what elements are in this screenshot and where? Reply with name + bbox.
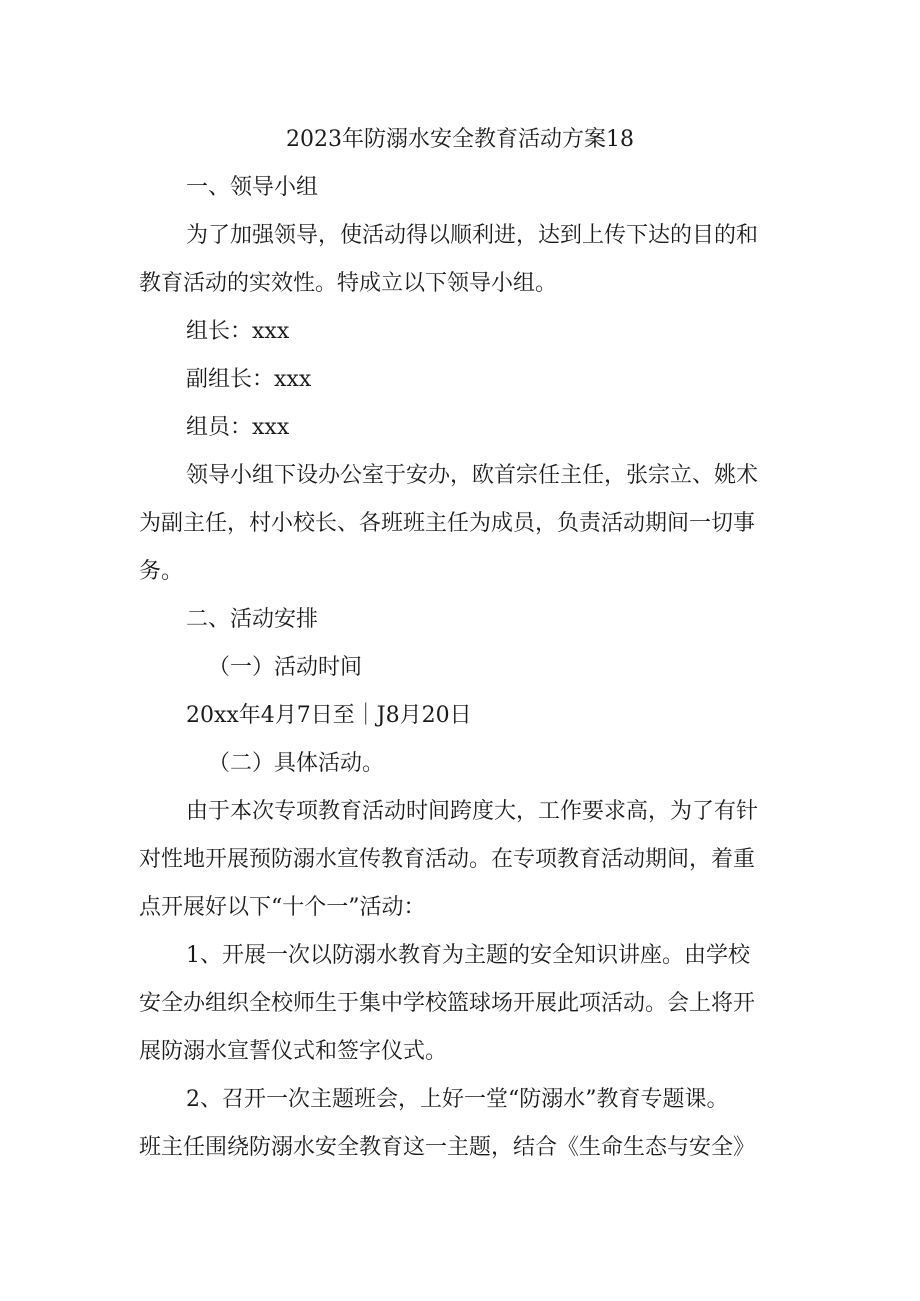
paragraph-line: 对性地开展预防溺水宣传教育活动。在专项教育活动期间，着重 [139, 847, 756, 872]
list-item-line: 2、召开一次主题班会，上好一堂“防溺水”教育专题课。 [186, 1087, 729, 1112]
paragraph-line: 教育活动的实效性。特成立以下领导小组。 [139, 271, 558, 296]
document-title: 2023年防溺水安全教育活动方案18 [286, 127, 634, 152]
activity-date-line: 20xx年4月7日至｜J8月20日 [186, 703, 472, 728]
subsection-heading-activities: （二）具体活动。 [208, 751, 385, 776]
paragraph-line: 安全办组织全校师生于集中学校篮球场开展此项活动。会上将开 [139, 991, 756, 1016]
paragraph-line: 为了加强领导，使活动得以顺利进，达到上传下达的目的和 [186, 223, 759, 248]
member-line: 组员：xxx [186, 415, 290, 440]
paragraph-line: 务。 [139, 559, 184, 584]
paragraph-line: 班主任围绕防溺水安全教育这一主题，结合《生命生态与安全》 [139, 1135, 756, 1160]
paragraph-line: 为副主任，村小校长、各班班主任为成员，负责活动期间一切事 [139, 511, 756, 536]
paragraph-line: 由于本次专项教育活动时间跨度大，工作要求高，为了有针 [186, 799, 759, 824]
paragraph-line: 点开展好以下“十个一”活动： [139, 895, 426, 920]
leader-line: 组长：xxx [186, 319, 290, 344]
section-heading-leadership: 一、领导小组 [186, 175, 319, 200]
subsection-heading-time: （一）活动时间 [208, 655, 363, 680]
paragraph-line: 领导小组下设办公室于安办，欧首宗任主任，张宗立、姚术 [186, 463, 759, 488]
list-item-line: 1、开展一次以防溺水教育为主题的安全知识讲座。由学校 [186, 943, 750, 968]
section-heading-activities: 二、活动安排 [186, 607, 319, 632]
paragraph-line: 展防溺水宣誓仪式和签字仪式。 [139, 1039, 448, 1064]
deputy-leader-line: 副组长：xxx [186, 367, 312, 392]
